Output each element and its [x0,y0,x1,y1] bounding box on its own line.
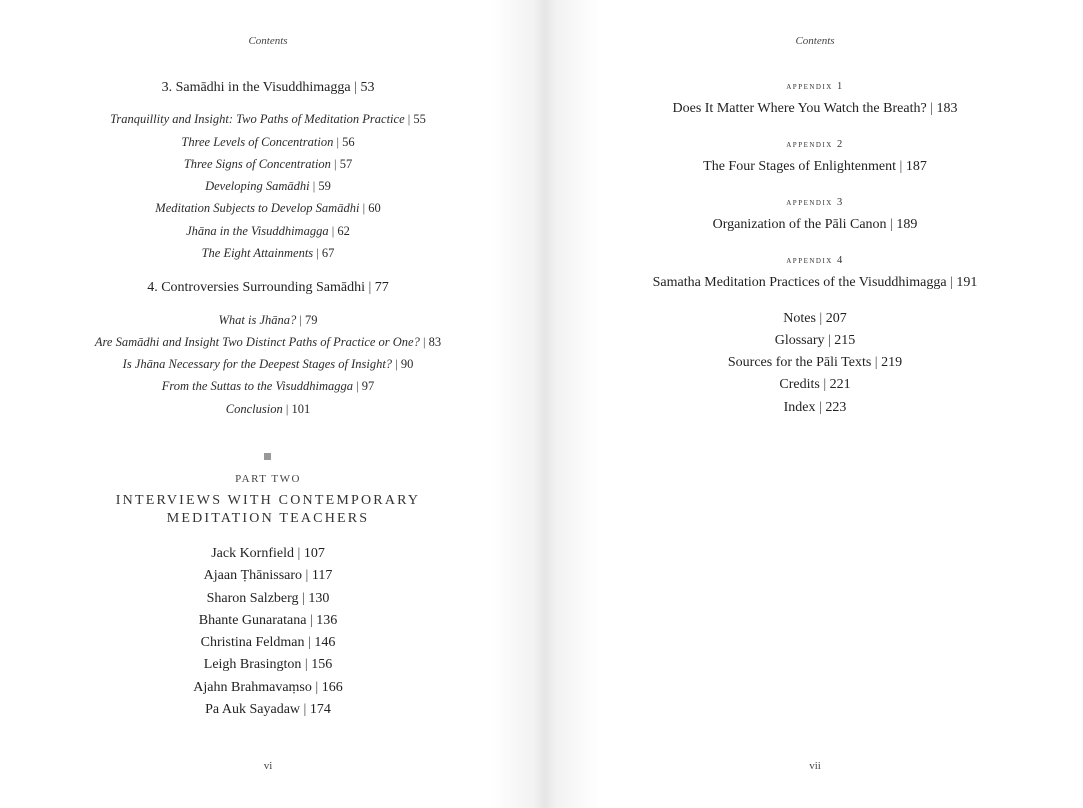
toc-interview[interactable]: Leigh Brasington | 156 [203,657,333,672]
toc-interview[interactable]: Christina Feldman | 146 [200,635,336,650]
entry-title: From the Suttas to the Visuddhimagga [161,379,354,393]
toc-back-matter[interactable]: Index | 223 [783,400,847,415]
entry-title: Christina Feldman [200,635,305,650]
entry-page: 207 [825,311,847,326]
entry-page: 101 [291,402,311,416]
entry-page: 90 [400,357,414,371]
entry-title: Tranquillity and Insight: Two Paths of Meditation Practice [110,112,405,126]
toc-interview[interactable]: Ajahn Brahmavaṃso | 166 [193,680,343,695]
entry-title: Is Jhāna Necessary for the Deepest Stages of Insight? [122,357,393,371]
part-title-line-2: MEDITATION TEACHERS [166,511,370,526]
entry-title: Developing Samādhi [205,179,310,193]
page-number-left: vi [263,760,273,772]
entry-page: 53 [360,80,375,95]
part-label: PART TWO [235,473,301,485]
toc-appendix[interactable]: Does It Matter Where You Watch the Breath? | 183 [672,101,958,116]
entry-page: 130 [308,591,330,606]
part-title-line-1: INTERVIEWS WITH CONTEMPORARY [115,493,421,508]
toc-chapter-3[interactable]: 3. Samādhi in the Visuddhimagga | 53 [161,80,375,95]
toc-section[interactable]: Are Samādhi and Insight Two Distinct Paths of Practice or One? | 83 [94,335,442,349]
toc-interview[interactable]: Sharon Salzberg | 130 [206,591,330,606]
running-head-left: Contents [248,35,288,47]
entry-page: 56 [342,135,355,149]
toc-appendix[interactable]: Organization of the Pāli Canon | 189 [712,217,918,232]
entry-title: Sharon Salzberg [206,591,299,606]
entry-title: 3. Samādhi in the Visuddhimagga [161,80,351,95]
toc-interview[interactable]: Ajaan Ṭhānissaro | 117 [203,568,333,583]
running-head-right: Contents [795,35,835,47]
entry-title: Three Signs of Concentration [183,157,331,171]
entry-title: What is Jhāna? [218,313,297,327]
entry-page: 136 [316,613,338,628]
entry-title: Samatha Meditation Practices of the Visuddhimagga [652,275,947,290]
toc-section[interactable]: What is Jhāna? | 79 [218,313,318,327]
entry-page: 60 [368,201,381,215]
entry-page: 189 [896,217,918,232]
entry-title: 4. Controversies Surrounding Samādhi [147,280,365,295]
entry-title: Jhāna in the Visuddhimagga [186,224,329,238]
appendix-label: appendix 1 [786,81,844,92]
toc-back-matter[interactable]: Credits | 221 [779,377,851,392]
toc-interview[interactable]: Jack Kornfield | 107 [211,546,325,561]
entry-page: 83 [428,335,442,349]
entry-title: The Eight Attainments [201,246,314,260]
entry-title: Jack Kornfield [211,546,294,561]
toc-section[interactable]: Conclusion | 101 [225,402,311,416]
entry-page: 191 [956,275,978,290]
toc-interview[interactable]: Bhante Gunaratana | 136 [198,613,338,628]
entry-page: 223 [825,400,847,415]
toc-section[interactable]: The Eight Attainments | 67 [201,246,335,260]
entry-page: 221 [829,377,851,392]
entry-page: 146 [314,635,336,650]
entry-page: 67 [321,246,335,260]
toc-back-matter[interactable]: Notes | 207 [783,311,847,326]
toc-appendix[interactable]: Samatha Meditation Practices of the Visuddhimagga | 191 [652,275,978,290]
entry-page: 97 [361,379,375,393]
toc-appendix[interactable]: The Four Stages of Enlightenment | 187 [703,159,927,174]
page-number-right: vii [809,760,821,772]
toc-section[interactable]: Is Jhāna Necessary for the Deepest Stages of Insight? | 90 [122,357,414,371]
toc-chapter-4[interactable]: 4. Controversies Surrounding Samādhi | 77 [147,280,389,295]
entry-title: Sources for the Pāli Texts [727,355,872,370]
toc-section[interactable]: Three Levels of Concentration | 56 [181,135,355,149]
entry-page: 183 [936,101,958,116]
entry-title: Ajaan Ṭhānissaro [203,568,303,583]
entry-title: Does It Matter Where You Watch the Breath? [672,101,927,116]
toc-back-matter[interactable]: Glossary | 215 [774,333,856,348]
entry-page: 59 [318,179,331,193]
toc-section[interactable]: Three Signs of Concentration | 57 [183,157,353,171]
entry-title: Bhante Gunaratana [198,613,307,628]
toc-section[interactable]: Meditation Subjects to Develop Samādhi | 60 [155,201,381,215]
toc-section[interactable]: Tranquillity and Insight: Two Paths of Meditation Practice | 55 [110,112,426,126]
toc-section[interactable]: Developing Samādhi | 59 [205,179,331,193]
appendix-label: appendix 4 [786,255,844,266]
entry-title: Index [783,400,816,415]
entry-title: Three Levels of Concentration [181,135,334,149]
appendix-label: appendix 3 [786,197,844,208]
entry-page: 156 [311,657,333,672]
toc-section[interactable]: From the Suttas to the Visuddhimagga | 97 [161,379,375,393]
entry-page: 55 [413,112,426,126]
entry-title: Notes [783,311,816,326]
entry-title: Glossary [774,333,825,348]
section-ornament [264,453,271,460]
entry-page: 117 [311,568,333,583]
appendix-label: appendix 2 [786,139,844,150]
entry-page: 187 [905,159,927,174]
entry-page: 79 [305,313,318,327]
left-page [0,0,536,808]
entry-title: Leigh Brasington [203,657,302,672]
entry-page: 166 [321,680,343,695]
entry-page: 174 [309,702,331,717]
entry-title: Are Samādhi and Insight Two Distinct Paths of Practice or One? [94,335,420,349]
entry-title: Organization of the Pāli Canon [712,217,887,232]
entry-page: 62 [337,224,350,238]
entry-page: 57 [339,157,353,171]
entry-title: The Four Stages of Enlightenment [703,159,897,174]
entry-title: Ajahn Brahmavaṃso [193,680,312,695]
entry-page: 219 [881,355,903,370]
toc-interview[interactable]: Pa Auk Sayadaw | 174 [205,702,331,717]
entry-title: Meditation Subjects to Develop Samādhi [155,201,360,215]
entry-title: Pa Auk Sayadaw [205,702,301,717]
entry-title: Conclusion [225,402,283,416]
entry-title: Credits [779,377,820,392]
right-page [547,0,1083,808]
toc-back-matter[interactable]: Sources for the Pāli Texts | 219 [727,355,903,370]
entry-page: 107 [303,546,325,561]
entry-page: 215 [834,333,856,348]
entry-page: 77 [374,280,389,295]
toc-section[interactable]: Jhāna in the Visuddhimagga | 62 [186,224,350,238]
